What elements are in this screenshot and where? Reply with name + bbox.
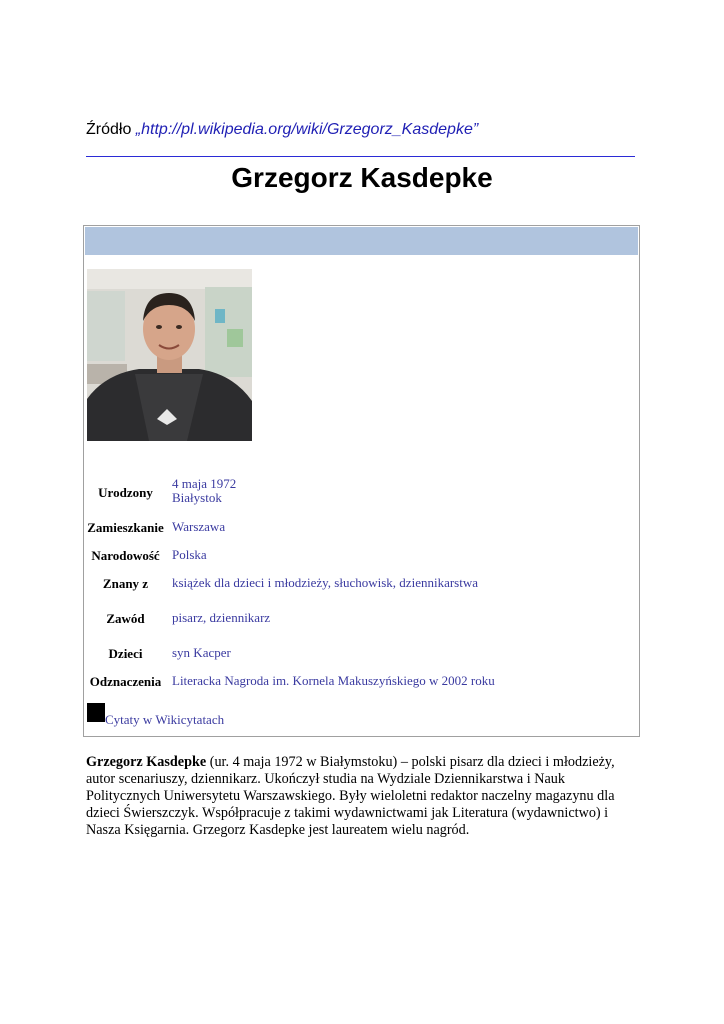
horizontal-rule	[86, 156, 635, 157]
wikiquote-icon	[87, 703, 105, 722]
source-url-link[interactable]: „http://pl.wikipedia.org/wiki/Grzegorz_Kasdepke”	[135, 121, 479, 138]
infobox-header	[85, 227, 638, 255]
source-line	[86, 121, 478, 139]
bio-name: Grzegorz Kasdepke	[86, 754, 207, 770]
row-value-znany-z[interactable]: książek dla dzieci i młodzieży, słuchowisk, dziennikarstwa	[172, 575, 479, 590]
row-label-zamieszkanie: Zamieszkanie	[87, 520, 164, 535]
row-label-dzieci: Dzieci	[108, 646, 143, 661]
row-value-urodzony	[172, 477, 236, 505]
birth-date-link[interactable]: 4 maja 1972	[172, 476, 237, 491]
infobox	[83, 225, 640, 737]
row-value-zamieszkanie[interactable]: Warszawa	[172, 519, 226, 534]
portrait-photo	[87, 269, 252, 441]
bio-paragraph	[86, 754, 636, 839]
source-label: Źródło	[86, 121, 136, 138]
wikiquote-link[interactable]: Cytaty w Wikicytatach	[105, 712, 225, 727]
row-value-dzieci: syn Kacper	[172, 645, 231, 660]
row-value-narodowosc[interactable]: Polska	[172, 547, 207, 562]
birth-place-link[interactable]: Białystok	[172, 490, 222, 505]
row-label-odznaczenia: Odznaczenia	[89, 674, 162, 689]
row-label-narodowosc: Narodowość	[91, 548, 160, 563]
row-label-urodzony: Urodzony	[98, 485, 153, 500]
bio-text: (ur. 4 maja 1972 w Białymstoku) – polski pisarz dla dzieci i młodzieży, autor scenariuszy, dziennikarz. Ukończył studia na Wydziale Dziennikarstwa i Nauk Politycznych Uniwersytetu Warszawskiego. Były wieloletni redaktor naczelny magazynu dla dzieci Świerszczyk. Współpracuje z takimi wydawnictwami jak Literatura (wydawnictwo) i Nasza Księgarnia. Grzegorz Kasdepke jest laureatem wielu nagród.	[86, 754, 615, 838]
row-value-odznaczenia[interactable]: Literacka Nagroda im. Kornela Makuszyńskiego w 2002 roku	[172, 673, 495, 688]
row-value-zawod[interactable]: pisarz, dziennikarz	[172, 610, 271, 625]
row-label-znany-z: Znany z	[102, 576, 149, 591]
row-label-zawod: Zawód	[106, 611, 145, 626]
page-title: Grzegorz Kasdepke	[231, 162, 493, 193]
